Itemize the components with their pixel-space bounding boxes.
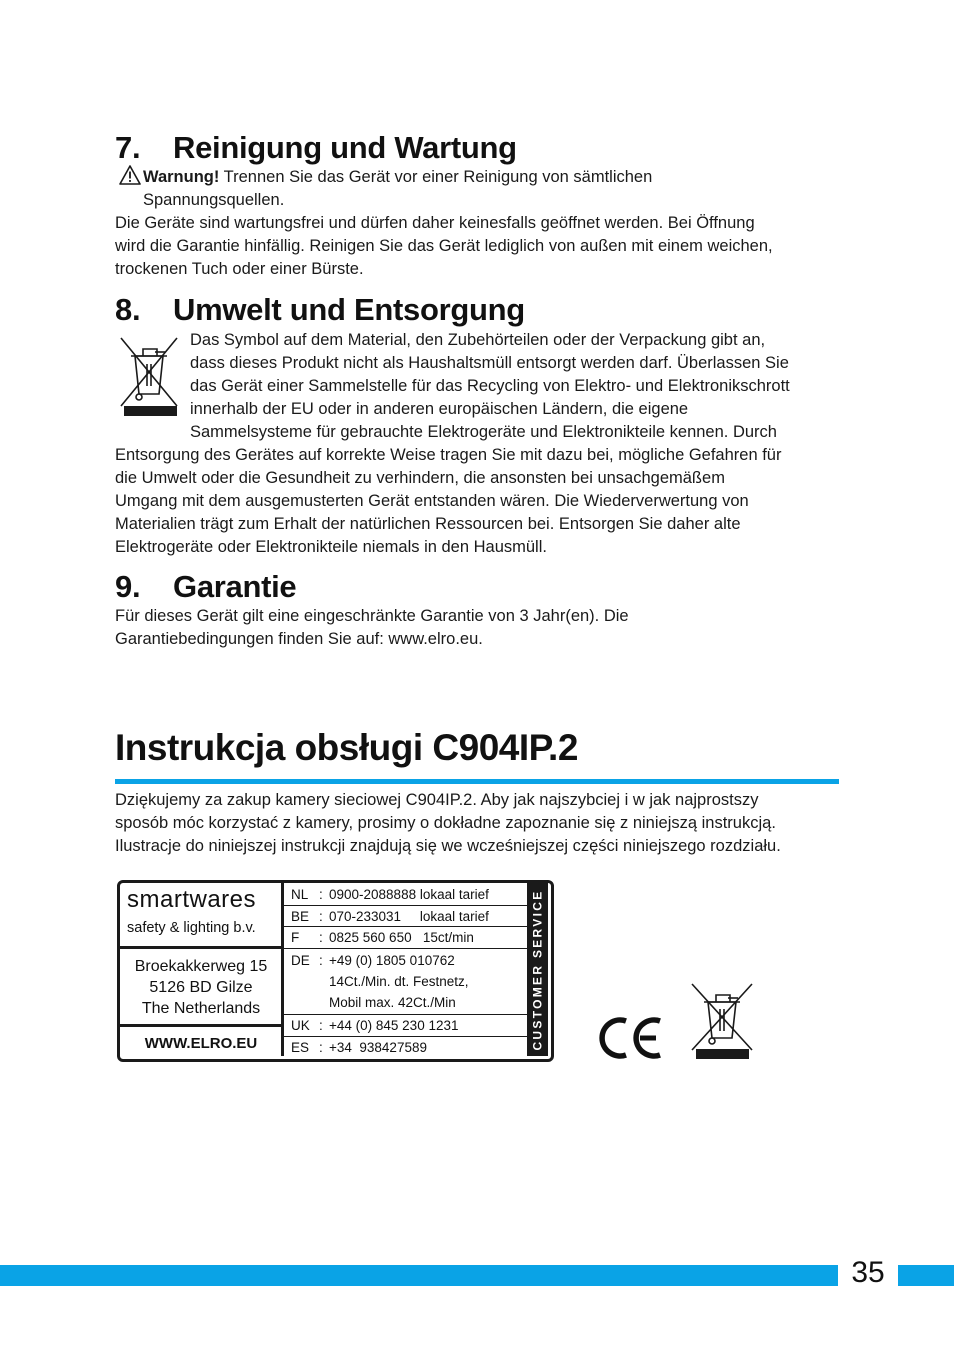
- phone-row: [291, 1015, 458, 1036]
- paragraph-line: die Umwelt oder die Gesundheit zu verhindern, die ansonsten bei unsachgemäßem: [115, 469, 725, 487]
- phone-row: [291, 927, 474, 948]
- section-8-body: [115, 444, 781, 559]
- paragraph-line: Entsorgung des Gerätes auf korrekte Weise tragen Sie mit dazu bei, mögliche Gefahren für: [115, 446, 782, 464]
- section-9-body: [115, 605, 629, 651]
- address-line: The Netherlands: [141, 1000, 261, 1017]
- paragraph-line: Materialien trägt zum Erhalt der natürlichen Ressourcen bei. Entsorgen Sie daher alte: [115, 515, 741, 533]
- paragraph-line: dass dieses Produkt nicht als Haushaltsmüll entsorgt werden darf. Überlassen Sie: [190, 354, 789, 372]
- footer-band: [0, 1265, 954, 1286]
- section-8-indented: [190, 329, 790, 444]
- title-rule: [115, 779, 839, 784]
- crossed-out-bin-icon: [690, 982, 754, 1062]
- paragraph-line: Ilustracje do niniejszej instrukcji znajdują się we wcześniejszej części niniejszego rozdziału.: [115, 837, 781, 855]
- paragraph-line: das Gerät einer Sammelstelle für das Recycling von Elektro- und Elektronikschrott: [190, 377, 790, 395]
- divider: [120, 946, 282, 949]
- paragraph-line: Umgang mit dem ausgemusterten Gerät entstanden wären. Die Wiederverwertung von: [115, 492, 749, 510]
- paragraph-line: trockenen Tuch oder einer Bürste.: [115, 260, 364, 278]
- phone-number: 070-233031 lokaal tarief: [329, 909, 489, 924]
- paragraph-line: sposób móc korzystać z kamery, prosimy o dokładne zapoznanie się z niniejszą instrukcją.: [115, 814, 776, 832]
- brand-subtitle: safety & lighting b.v.: [127, 920, 256, 936]
- warning-line: [143, 166, 652, 189]
- section-9-title: Garantie: [173, 569, 297, 604]
- address-line: 5126 BD Gilze: [149, 979, 253, 996]
- phone-row: [291, 884, 489, 905]
- country-code: DE: [291, 953, 310, 968]
- phone-row: [291, 906, 489, 927]
- country-code: UK: [291, 1018, 310, 1033]
- ce-mark-icon: [598, 1013, 664, 1063]
- page-number: 35: [851, 1256, 885, 1289]
- phone-number: +49 (0) 1805 010762: [329, 953, 455, 968]
- crossed-out-bin-icon: [117, 334, 181, 418]
- phone-note: Mobil max. 42Ct./Min: [329, 995, 456, 1010]
- paragraph-line: Das Symbol auf dem Material, den Zubehörteilen oder der Verpackung gibt an,: [190, 331, 766, 349]
- paragraph-line: Für dieses Gerät gilt eine eingeschränkte Garantie von 3 Jahr(en). Die: [115, 607, 629, 625]
- separator: :: [319, 953, 323, 968]
- section-8-number: 8.: [115, 292, 141, 327]
- paragraph-line: wird die Garantie hinfällig. Reinigen Sie das Gerät lediglich von außen mit einem weichen,: [115, 237, 773, 255]
- separator: :: [319, 1018, 323, 1033]
- paragraph-line: innerhalb der EU oder in anderen europäischen Ländern, die eigene: [190, 400, 689, 418]
- separator: :: [319, 909, 323, 924]
- customer-service-label: CUSTOMER SERVICE: [530, 888, 545, 1051]
- paragraph-line: Die Geräte sind wartungsfrei und dürfen daher keinesfalls geöffnet werden. Bei Öffnung: [115, 214, 755, 232]
- section-9-heading: [115, 569, 296, 605]
- warning-triangle-icon: [119, 165, 141, 185]
- warning-text: Trennen Sie das Gerät vor einer Reinigung von sämtlichen: [219, 168, 653, 186]
- paragraph-line: Elektrogeräte oder Elektronikteile niemals in den Hausmüll.: [115, 538, 547, 556]
- country-code: NL: [291, 887, 309, 902]
- phone-row: [291, 1037, 427, 1058]
- country-code: BE: [291, 909, 310, 924]
- separator: :: [319, 1040, 323, 1055]
- warning-label: Warnung!: [143, 168, 220, 186]
- section-7-body: [115, 212, 773, 281]
- section-9-number: 9.: [115, 569, 141, 604]
- company-address: [120, 956, 282, 1019]
- section-7-heading: [115, 130, 517, 166]
- phone-note: 14Ct./Min. dt. Festnetz,: [329, 974, 469, 989]
- separator: :: [319, 930, 323, 945]
- country-code: F: [291, 930, 300, 945]
- paragraph-line: Garantiebedingungen finden Sie auf: www.elro.eu.: [115, 630, 483, 648]
- manual-title: Instrukcja obsługi C904IP.2: [115, 727, 578, 768]
- phone-number: +44 (0) 845 230 1231: [329, 1018, 459, 1033]
- divider: [284, 948, 527, 949]
- paragraph-line: Sammelsysteme für gebrauchte Elektrogeräte und Elektronikteile kennen. Durch: [190, 423, 777, 441]
- website-link[interactable]: WWW.ELRO.EU: [144, 1035, 258, 1052]
- separator: :: [319, 887, 323, 902]
- manual-intro: [115, 789, 781, 858]
- country-code: ES: [291, 1040, 310, 1055]
- customer-service-wrap: [527, 883, 548, 1056]
- section-7-title: Reinigung und Wartung: [173, 130, 517, 165]
- section-7-number: 7.: [115, 130, 141, 165]
- phone-row: [291, 950, 455, 971]
- address-line: Broekakkerweg 15: [134, 958, 268, 975]
- divider: [120, 1024, 282, 1027]
- section-8-heading: [115, 292, 525, 328]
- brand-name: smartwares: [127, 886, 257, 913]
- warning-text-cont: Spannungsquellen.: [143, 191, 285, 209]
- phone-number: 0825 560 650 15ct/min: [329, 930, 474, 945]
- phone-number: 0900-2088888 lokaal tarief: [329, 887, 489, 902]
- section-8-title: Umwelt und Entsorgung: [173, 292, 525, 327]
- phone-number: +34 938427589: [329, 1040, 427, 1055]
- paragraph-line: Dziękujemy za zakup kamery sieciowej C904IP.2. Aby jak najszybciej i w jak najprostszy: [115, 791, 759, 809]
